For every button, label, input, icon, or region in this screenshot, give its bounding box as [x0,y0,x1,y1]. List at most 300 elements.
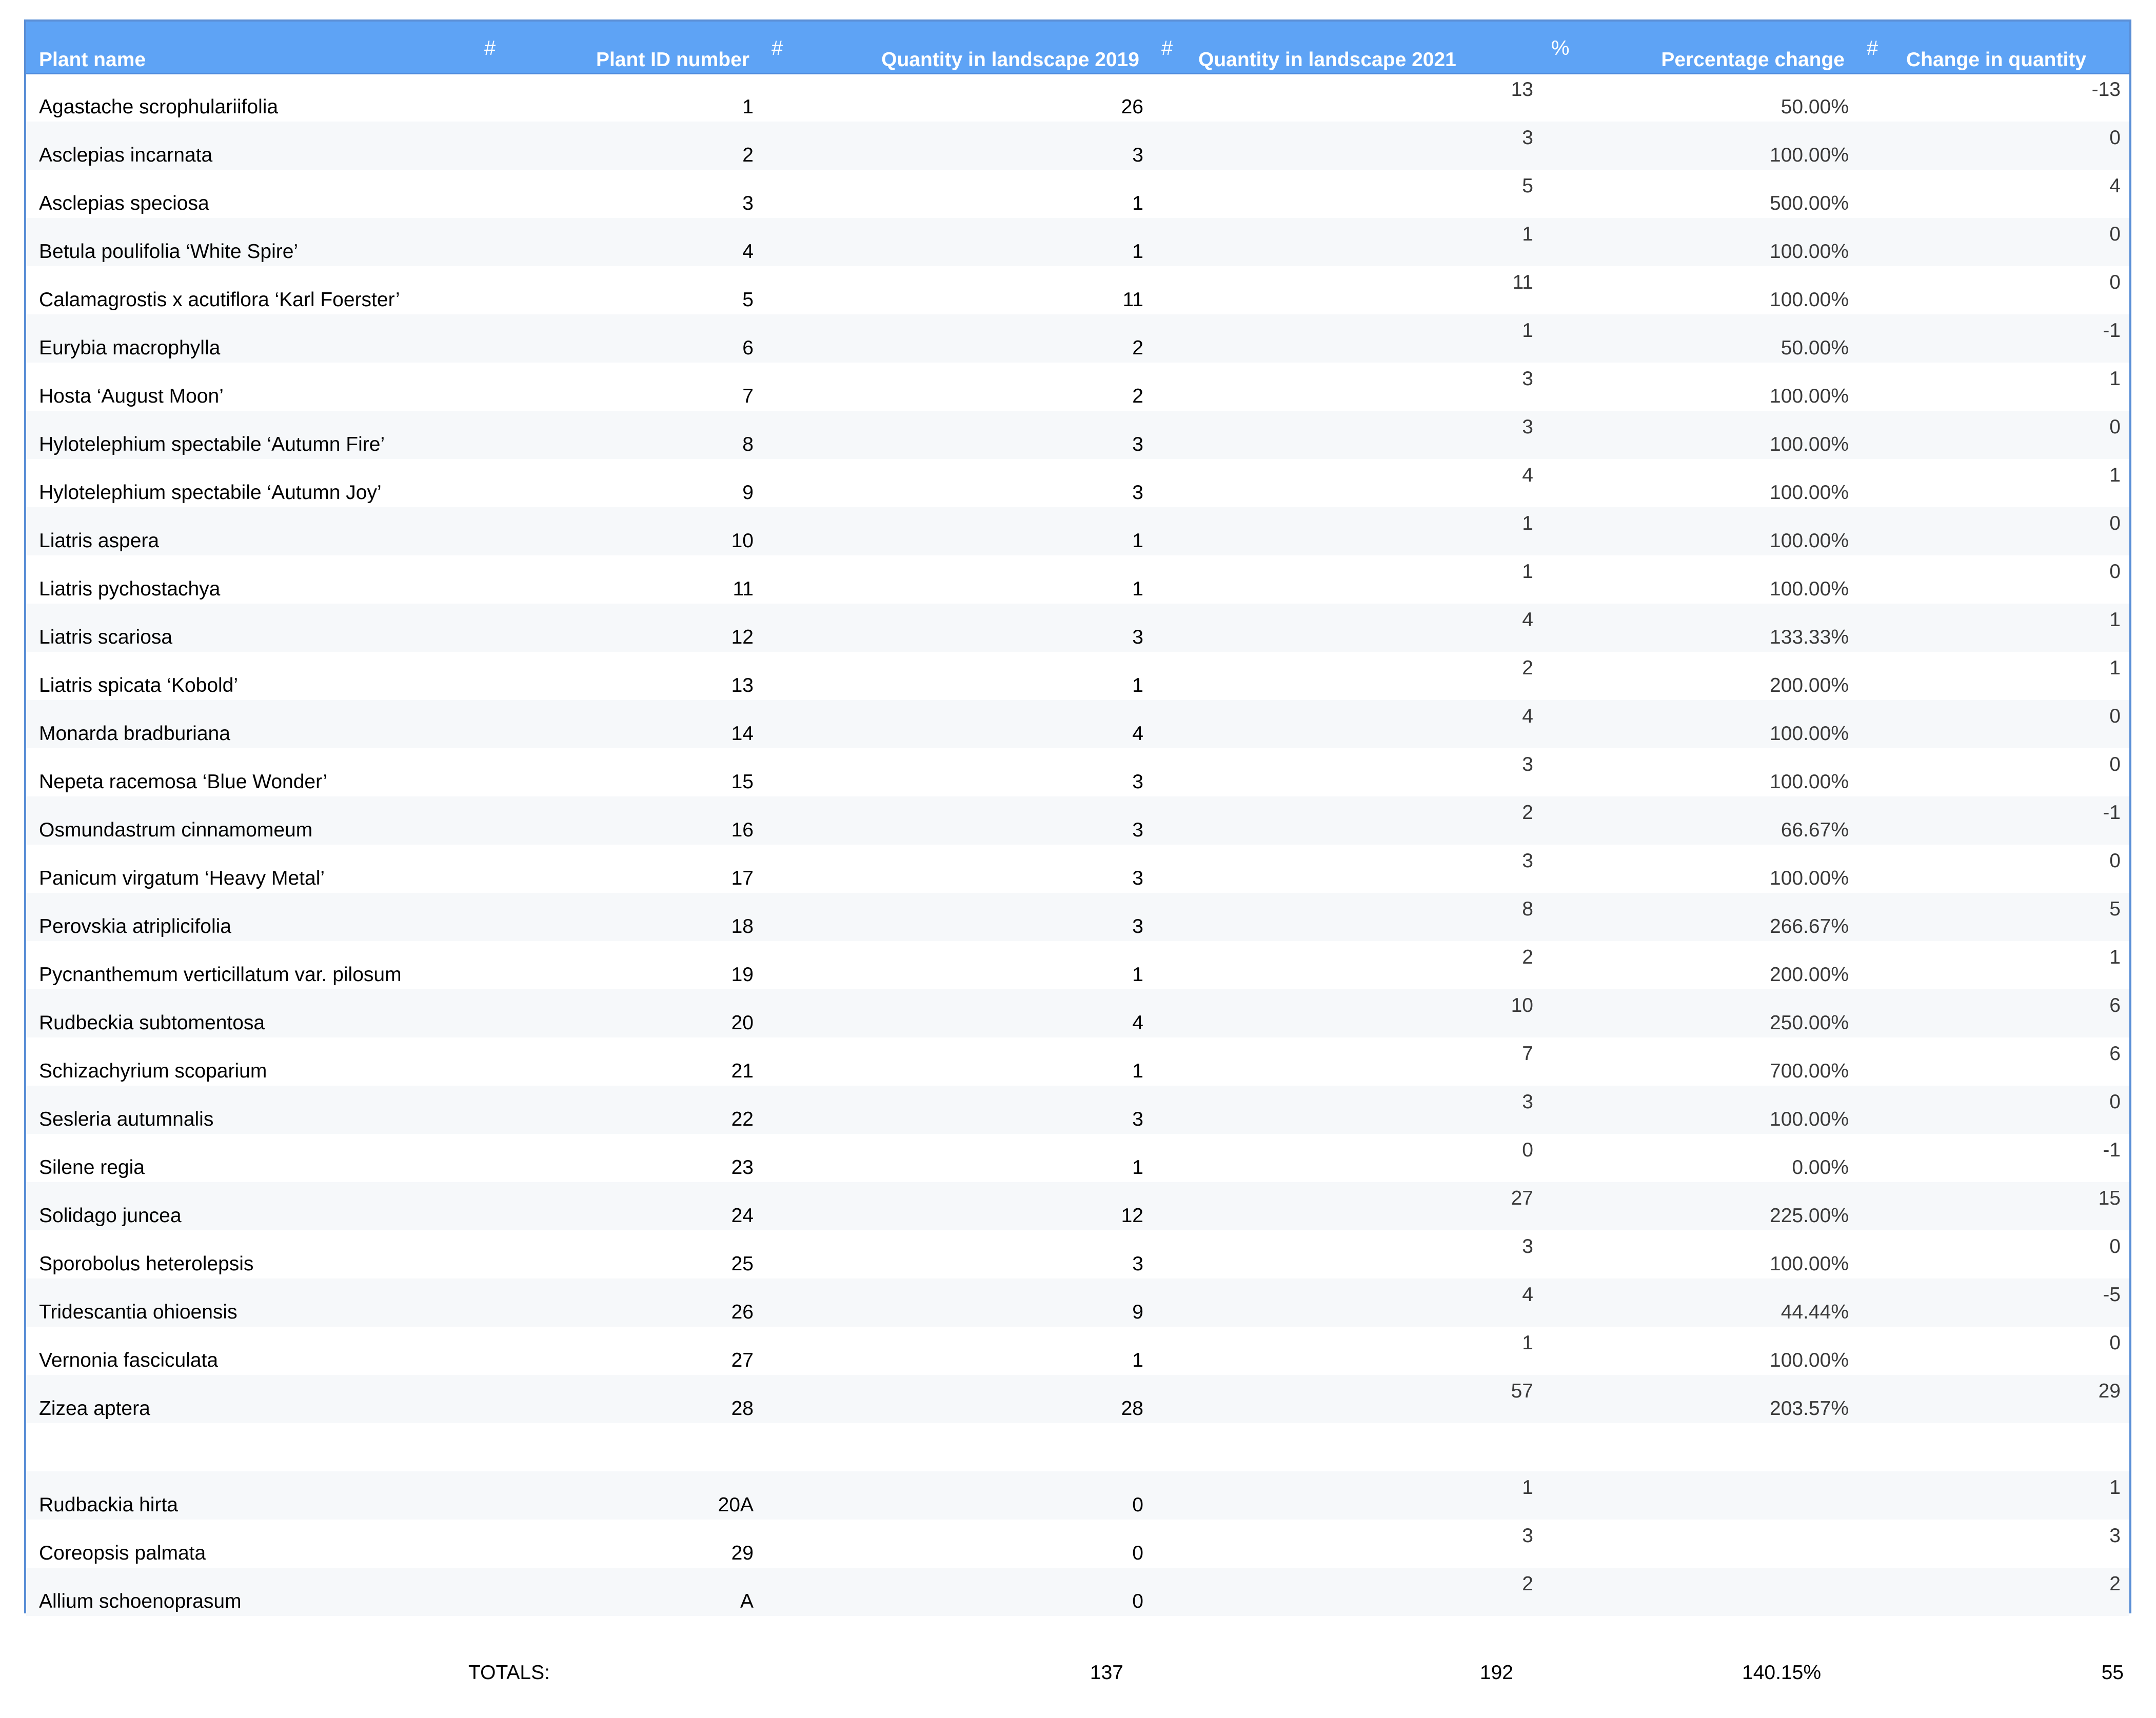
cell-value: 28 [1121,1397,1143,1420]
plant-name-cell[interactable] [26,1278,475,1327]
change-in-quantity-cell[interactable] [1857,1086,2129,1134]
plant-name-cell[interactable] [26,845,475,893]
cell-value: 11 [1122,289,1143,311]
cell-value: Rudbeckia subtomentosa [39,1012,265,1034]
change-in-quantity-cell[interactable] [1857,1327,2129,1375]
plant-name-cell[interactable] [26,73,475,122]
percentage-change-cell[interactable] [1542,748,1857,796]
quantity-2021-cell[interactable] [1152,122,1542,170]
cell-value: 200.00% [1770,964,1849,986]
cell-value: 1 [1132,241,1143,263]
cell-value: 100.00% [1770,289,1849,311]
plant-name-cell[interactable] [26,604,475,652]
cell-value: Asclepias speciosa [39,192,209,214]
cell-value: 29 [731,1542,754,1564]
column-header-quantity-2021[interactable] [1152,22,1542,73]
plant-id-cell[interactable] [475,170,762,218]
percentage-change-cell[interactable] [1542,314,1857,363]
quantity-2021-cell[interactable] [1152,1568,1542,1616]
change-in-quantity-cell[interactable] [1857,122,2129,170]
quantity-2019-cell[interactable] [762,748,1152,796]
cell-value: 1 [1522,561,1533,583]
change-in-quantity-cell[interactable] [1857,266,2129,314]
change-in-quantity-cell[interactable] [1857,604,2129,652]
percentage-change-cell[interactable] [1542,555,1857,604]
cell-value: 100.00% [1770,1108,1849,1130]
cell-value: 1 [2109,609,2121,631]
cell-value: 8 [1522,898,1533,920]
plant-name-cell[interactable] [26,1182,475,1230]
quantity-2019-cell[interactable] [762,796,1152,845]
cell-value: 3 [1522,368,1533,390]
percentage-change-cell[interactable] [1542,1423,1857,1471]
quantity-2019-cell[interactable] [762,1423,1152,1471]
plant-name-cell[interactable] [26,122,475,170]
percentage-change-cell[interactable] [1542,1375,1857,1423]
table-row [26,459,2129,507]
change-in-quantity-cell[interactable] [1857,941,2129,989]
quantity-2019-cell[interactable] [762,1278,1152,1327]
percentage-change-cell[interactable] [1542,652,1857,700]
percentage-change-cell[interactable] [1542,73,1857,122]
plant-id-cell[interactable] [475,652,762,700]
percentage-change-cell[interactable] [1542,604,1857,652]
quantity-2019-cell[interactable] [762,1182,1152,1230]
plant-name-cell[interactable] [26,1375,475,1423]
plant-name-cell[interactable] [26,363,475,411]
quantity-2019-cell[interactable] [762,314,1152,363]
quantity-2019-cell[interactable] [762,989,1152,1037]
quantity-2021-cell[interactable] [1152,1230,1542,1278]
change-in-quantity-cell[interactable] [1857,1182,2129,1230]
cell-value: 100.00% [1770,1349,1849,1371]
cell-value: Hosta ‘August Moon’ [39,385,224,407]
quantity-2021-cell[interactable] [1152,411,1542,459]
column-header-change-in-quantity[interactable] [1857,22,2129,73]
cell-value: Panicum virgatum ‘Heavy Metal’ [39,867,325,889]
cell-value: 100.00% [1770,723,1849,745]
percentage-change-cell[interactable] [1542,796,1857,845]
cell-value: 9 [742,482,754,504]
percentage-change-cell[interactable] [1542,1134,1857,1182]
quantity-2021-cell[interactable] [1152,1520,1542,1568]
quantity-2021-cell[interactable] [1152,1327,1542,1375]
plant-name-cell[interactable] [26,411,475,459]
plant-id-cell[interactable] [475,507,762,555]
plant-name-cell[interactable] [26,748,475,796]
plant-name-cell[interactable] [26,796,475,845]
change-in-quantity-cell[interactable] [1857,1375,2129,1423]
percentage-change-cell[interactable] [1542,1230,1857,1278]
percentage-change-cell[interactable] [1542,266,1857,314]
cell-value: 250.00% [1770,1012,1849,1034]
plant-name-cell[interactable] [26,459,475,507]
quantity-2019-cell[interactable] [762,1037,1152,1086]
plant-name-cell[interactable] [26,652,475,700]
plant-name-cell[interactable] [26,941,475,989]
column-header-label: Quantity in landscape 2021 [1198,49,1456,71]
cell-value: 2 [1522,1573,1533,1595]
cell-value: 7 [742,385,754,407]
table-row [26,845,2129,893]
change-in-quantity-cell[interactable] [1857,1037,2129,1086]
column-header-label: Plant ID number [596,49,749,71]
quantity-2019-cell[interactable] [762,652,1152,700]
change-in-quantity-cell[interactable] [1857,1278,2129,1327]
number-type-icon: # [1867,37,1878,59]
percentage-change-cell[interactable] [1542,1086,1857,1134]
change-in-quantity-cell[interactable] [1857,459,2129,507]
column-header-percentage-change[interactable] [1542,22,1857,73]
cell-value: Zizea aptera [39,1397,150,1420]
cell-value: Asclepias incarnata [39,144,213,166]
plant-name-cell[interactable] [26,555,475,604]
percentage-change-cell[interactable] [1542,1182,1857,1230]
cell-value: 100.00% [1770,241,1849,263]
cell-value: 27 [1511,1187,1533,1209]
column-header-label: Quantity in landscape 2019 [881,49,1139,71]
percentage-change-cell[interactable] [1542,1520,1857,1568]
cell-value: 9 [1132,1301,1143,1323]
cell-value: 1 [742,96,754,118]
cell-value: 1 [1132,1349,1143,1371]
cell-value: 0 [1132,1494,1143,1516]
change-in-quantity-cell[interactable] [1857,748,2129,796]
quantity-2019-cell[interactable] [762,604,1152,652]
plant-name-cell[interactable] [26,266,475,314]
change-in-quantity-cell[interactable] [1857,652,2129,700]
cell-value: 50.00% [1781,337,1849,359]
change-in-quantity-cell[interactable] [1857,1423,2129,1471]
table-row [26,170,2129,218]
plant-id-cell[interactable] [475,363,762,411]
table-row [26,363,2129,411]
plant-id-cell[interactable] [475,700,762,748]
quantity-2019-cell[interactable] [762,1086,1152,1134]
change-in-quantity-cell[interactable] [1857,411,2129,459]
plant-id-cell[interactable] [475,1375,762,1423]
quantity-2019-cell[interactable] [762,1568,1152,1616]
plant-name-cell[interactable] [26,989,475,1037]
percentage-change-cell[interactable] [1542,507,1857,555]
cell-value: 44.44% [1781,1301,1849,1323]
change-in-quantity-cell[interactable] [1857,1520,2129,1568]
plant-id-cell[interactable] [475,411,762,459]
plant-id-cell[interactable] [475,941,762,989]
quantity-2021-cell[interactable] [1152,507,1542,555]
quantity-2021-cell[interactable] [1152,1134,1542,1182]
cell-value: -5 [2103,1284,2121,1306]
cell-value: Liatris aspera [39,530,160,552]
column-header-plant-name[interactable] [26,22,475,73]
quantity-2019-cell[interactable] [762,555,1152,604]
cell-value: 8 [742,433,754,455]
quantity-2021-cell[interactable] [1152,459,1542,507]
plant-id-cell[interactable] [475,73,762,122]
quantity-2021-cell[interactable] [1152,700,1542,748]
plant-id-cell[interactable] [475,1327,762,1375]
cell-value: 700.00% [1770,1060,1849,1082]
quantity-2021-cell[interactable] [1152,796,1542,845]
table-row [26,652,2129,700]
cell-value: 66.67% [1781,819,1849,841]
quantity-2021-cell[interactable] [1152,266,1542,314]
plant-id-cell[interactable] [475,1182,762,1230]
percentage-change-cell[interactable] [1542,893,1857,941]
table-row [26,1327,2129,1375]
quantity-2021-cell[interactable] [1152,1182,1542,1230]
plant-id-cell[interactable] [475,1520,762,1568]
table-row [26,1086,2129,1134]
change-in-quantity-cell[interactable] [1857,73,2129,122]
cell-value: 3 [742,192,754,214]
cell-value: 0 [1132,1542,1143,1564]
plant-id-cell[interactable] [475,459,762,507]
column-header-quantity-2019[interactable] [762,22,1152,73]
change-in-quantity-cell[interactable] [1857,507,2129,555]
table-row [26,1568,2129,1616]
table-row [26,73,2129,122]
plant-name-cell[interactable] [26,1134,475,1182]
plant-id-cell[interactable] [475,796,762,845]
change-in-quantity-cell[interactable] [1857,893,2129,941]
change-in-quantity-cell[interactable] [1857,1134,2129,1182]
quantity-2019-cell[interactable] [762,1520,1152,1568]
percentage-change-cell[interactable] [1542,363,1857,411]
cell-value: 3 [1132,433,1143,455]
quantity-2019-cell[interactable] [762,122,1152,170]
plant-id-cell[interactable] [475,266,762,314]
quantity-2021-cell[interactable] [1152,1423,1542,1471]
table-row [26,604,2129,652]
cell-value: 5 [2109,898,2121,920]
table-row [26,1230,2129,1278]
quantity-2021-cell[interactable] [1152,1278,1542,1327]
cell-value: 100.00% [1770,144,1849,166]
cell-value: 16 [731,819,754,841]
cell-value: 0 [2109,223,2121,245]
cell-value: A [740,1590,754,1612]
percentage-change-cell[interactable] [1542,459,1857,507]
table-row [26,555,2129,604]
table-row [26,1037,2129,1086]
percentage-change-cell[interactable] [1542,845,1857,893]
cell-value: 5 [742,289,754,311]
plant-name-cell[interactable] [26,1423,475,1471]
quantity-2019-cell[interactable] [762,1327,1152,1375]
change-in-quantity-cell[interactable] [1857,363,2129,411]
quantity-2021-cell[interactable] [1152,363,1542,411]
cell-value: 3 [1132,771,1143,793]
cell-value: 133.33% [1770,626,1849,648]
quantity-2021-cell[interactable] [1152,652,1542,700]
percentage-change-cell[interactable] [1542,700,1857,748]
plant-id-cell[interactable] [475,1086,762,1134]
change-in-quantity-cell[interactable] [1857,1230,2129,1278]
quantity-2019-cell[interactable] [762,845,1152,893]
change-in-quantity-cell[interactable] [1857,845,2129,893]
cell-value: 22 [731,1108,754,1130]
plant-name-cell[interactable] [26,170,475,218]
cell-value: 4 [1522,705,1533,727]
percentage-change-cell[interactable] [1542,122,1857,170]
percentage-change-cell[interactable] [1542,1037,1857,1086]
change-in-quantity-cell[interactable] [1857,555,2129,604]
quantity-2021-cell[interactable] [1152,748,1542,796]
plant-id-cell[interactable] [475,1568,762,1616]
cell-value: 3 [1522,416,1533,438]
quantity-2021-cell[interactable] [1152,73,1542,122]
cell-value: 3 [1132,1253,1143,1275]
plant-id-cell[interactable] [475,893,762,941]
plant-name-cell[interactable] [26,700,475,748]
number-type-icon: # [1161,37,1173,59]
quantity-2019-cell[interactable] [762,1375,1152,1423]
percentage-change-cell[interactable] [1542,1278,1857,1327]
plant-name-cell[interactable] [26,1037,475,1086]
plant-name-cell[interactable] [26,314,475,363]
cell-value: 3 [1522,1091,1533,1113]
change-in-quantity-cell[interactable] [1857,1471,2129,1520]
change-in-quantity-cell[interactable] [1857,218,2129,266]
quantity-2021-cell[interactable] [1152,989,1542,1037]
quantity-2021-cell[interactable] [1152,604,1542,652]
quantity-2021-cell[interactable] [1152,893,1542,941]
percentage-change-cell[interactable] [1542,411,1857,459]
percentage-change-cell[interactable] [1542,170,1857,218]
quantity-2019-cell[interactable] [762,893,1152,941]
cell-value: 0 [1132,1590,1143,1612]
cell-value: 2 [1132,337,1143,359]
quantity-2021-cell[interactable] [1152,314,1542,363]
percentage-change-cell[interactable] [1542,218,1857,266]
quantity-2021-cell[interactable] [1152,1086,1542,1134]
change-in-quantity-cell[interactable] [1857,1568,2129,1616]
cell-value: Allium schoenoprasum [39,1590,242,1612]
percentage-change-cell[interactable] [1542,941,1857,989]
plant-id-cell[interactable] [475,748,762,796]
change-in-quantity-cell[interactable] [1857,314,2129,363]
plant-name-cell[interactable] [26,1086,475,1134]
plant-id-cell[interactable] [475,1423,762,1471]
cell-value: 10 [731,530,754,552]
quantity-2019-cell[interactable] [762,507,1152,555]
plant-id-cell[interactable] [475,1230,762,1278]
cell-value: 0 [2109,705,2121,727]
cell-value: -13 [2091,78,2121,101]
plant-id-cell[interactable] [475,604,762,652]
percent-type-icon: % [1551,37,1570,59]
quantity-2019-cell[interactable] [762,411,1152,459]
plant-id-cell[interactable] [475,845,762,893]
cell-value: Liatris spicata ‘Kobold’ [39,674,239,696]
quantity-2021-cell[interactable] [1152,1037,1542,1086]
quantity-2021-cell[interactable] [1152,941,1542,989]
table-row [26,700,2129,748]
cell-value: 0 [2109,512,2121,534]
cell-value: Pycnanthemum verticillatum var. pilosum [39,964,402,986]
percentage-change-cell[interactable] [1542,1568,1857,1616]
total-percentage-change: 140.15% [1742,1662,1821,1684]
plant-id-cell[interactable] [475,122,762,170]
cell-value: 2 [1522,946,1533,968]
quantity-2019-cell[interactable] [762,1134,1152,1182]
quantity-2021-cell[interactable] [1152,1375,1542,1423]
plant-id-cell[interactable] [475,989,762,1037]
plant-id-cell[interactable] [475,1278,762,1327]
cell-value: 6 [742,337,754,359]
table-row [26,218,2129,266]
quantity-2019-cell[interactable] [762,941,1152,989]
column-header-plant-id[interactable] [475,22,762,73]
cell-value: 500.00% [1770,192,1849,214]
cell-value: 11 [733,578,754,600]
cell-value: 100.00% [1770,1253,1849,1275]
table-header [26,22,2129,74]
plant-id-cell[interactable] [475,314,762,363]
totals-label: TOTALS: [468,1662,550,1684]
cell-value: 1 [1132,964,1143,986]
plant-name-cell[interactable] [26,1471,475,1520]
change-in-quantity-cell[interactable] [1857,700,2129,748]
plant-id-cell[interactable] [475,1037,762,1086]
quantity-2019-cell[interactable] [762,459,1152,507]
cell-value: 0 [2109,1091,2121,1113]
change-in-quantity-cell[interactable] [1857,989,2129,1037]
change-in-quantity-cell[interactable] [1857,796,2129,845]
plant-name-cell[interactable] [26,218,475,266]
cell-value: Solidago juncea [39,1205,182,1227]
percentage-change-cell[interactable] [1542,1327,1857,1375]
quantity-2019-cell[interactable] [762,1471,1152,1520]
cell-value: 1 [2109,657,2121,679]
plant-name-cell[interactable] [26,507,475,555]
cell-value: Liatris scariosa [39,626,173,648]
quantity-2019-cell[interactable] [762,700,1152,748]
quantity-2021-cell[interactable] [1152,1471,1542,1520]
plant-name-cell[interactable] [26,893,475,941]
cell-value: 0 [2109,1235,2121,1257]
plant-name-cell[interactable] [26,1520,475,1568]
quantity-2021-cell[interactable] [1152,170,1542,218]
quantity-2021-cell[interactable] [1152,845,1542,893]
table-row [26,122,2129,170]
table-row [26,314,2129,363]
quantity-2021-cell[interactable] [1152,218,1542,266]
plant-name-cell[interactable] [26,1230,475,1278]
cell-value: 6 [2109,994,2121,1016]
plant-name-cell[interactable] [26,1568,475,1616]
plant-id-cell[interactable] [475,555,762,604]
quantity-2019-cell[interactable] [762,73,1152,122]
plant-id-cell[interactable] [475,218,762,266]
quantity-2019-cell[interactable] [762,266,1152,314]
plant-name-cell[interactable] [26,1327,475,1375]
cell-value: 100.00% [1770,771,1849,793]
percentage-change-cell[interactable] [1542,1471,1857,1520]
change-in-quantity-cell[interactable] [1857,170,2129,218]
quantity-2019-cell[interactable] [762,170,1152,218]
cell-value: 4 [1522,1284,1533,1306]
plant-id-cell[interactable] [475,1471,762,1520]
cell-value: 1 [1132,1060,1143,1082]
quantity-2021-cell[interactable] [1152,555,1542,604]
quantity-2019-cell[interactable] [762,1230,1152,1278]
quantity-2019-cell[interactable] [762,363,1152,411]
plant-id-cell[interactable] [475,1134,762,1182]
quantity-2019-cell[interactable] [762,218,1152,266]
percentage-change-cell[interactable] [1542,989,1857,1037]
